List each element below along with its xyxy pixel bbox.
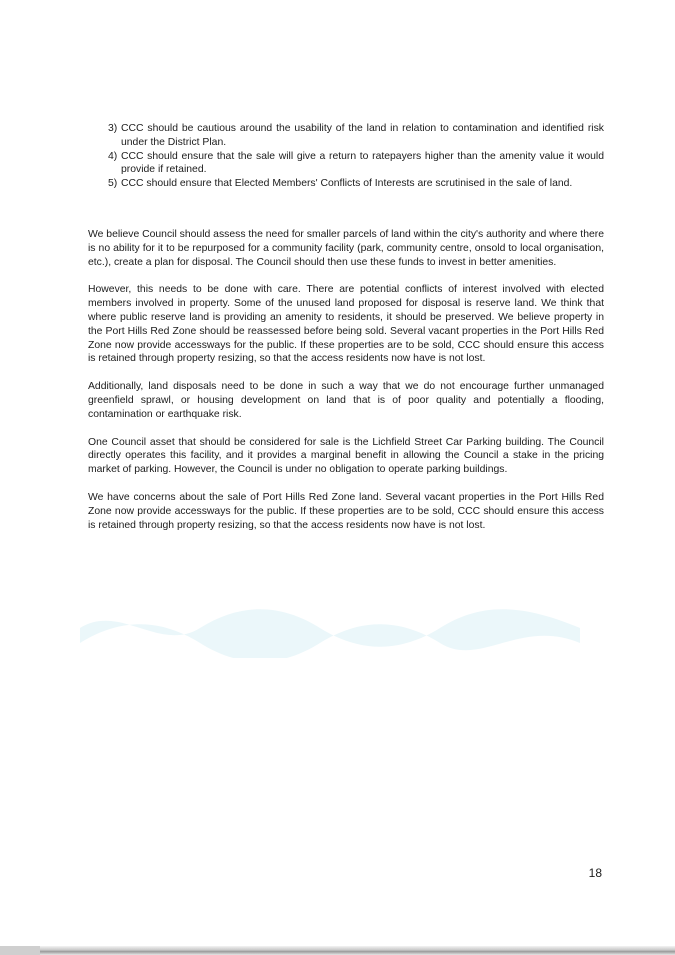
scan-edge-bar-left xyxy=(0,946,40,955)
list-item-number: 5) xyxy=(108,178,118,190)
document-body xyxy=(88,122,604,532)
list-item-text: CCC should ensure that the sale will give a return to ratepayers higher than the amenity value it would provide if retained. xyxy=(121,150,604,176)
list-item xyxy=(88,150,604,178)
scan-edge-bar xyxy=(0,946,675,955)
paragraph-greenfield-sprawl: Additionally, land disposals need to be done in such a way that we do not encourage further unmanaged greenfield sprawl, or housing development on land that is of poor quality and potentially a flooding, contamination or earthquake risk. xyxy=(88,381,604,420)
list-item xyxy=(88,177,604,191)
list-item-number: 3) xyxy=(108,123,118,134)
list-item xyxy=(88,122,604,150)
paragraph-assess-land: We believe Council should assess the need for smaller parcels of land within the city's authority and where there is no ability for it to be repurposed for a community facility (park, community centre, onsold to local organisation, etc.), create a plan for disposal. The Council should then use these funds to invest in better amenities. xyxy=(88,228,604,268)
recommendations-list xyxy=(88,122,604,191)
page-number: 18 xyxy=(588,866,602,880)
list-item-number: 4) xyxy=(108,150,118,162)
paragraph-conflicts-of-interest: However, this needs to be done with care. There are potential conflicts of interest involved with elected members involved in property. Some of the unused land proposed for disposal is reserve land. We think that where public reserve land is providing an amenity to residents, it should be preserved. We believe property in the Port Hills Red Zone should be reassessed before being sold. Several vacant properties in the Port Hills Red Zone now provide accessways for the public. If these properties are to be sold, CCC should ensure this access is retained through property resizing, so that the access residents now have is not lost. xyxy=(88,284,604,365)
paragraph-port-hills-red-zone: We have concerns about the sale of Port Hills Red Zone land. Several vacant properties in the Port Hills Red Zone now provide accessways for the public. If these properties are to be sold, CCC should ensure this access is retained through property resizing, so that the access residents now have is not lost. xyxy=(88,491,604,531)
list-item-text: CCC should ensure that Elected Members' Conflicts of Interests are scrutinised in the sale of land. xyxy=(121,178,573,190)
watermark-logo xyxy=(80,598,580,658)
paragraph-lichfield-car-park: One Council asset that should be considered for sale is the Lichfield Street Car Parking building. The Council directly operates this facility, and it provides a marginal benefit in allowing the Council a stake in the pricing market of parking. However, the Council is under no obligation to operate parking buildings. xyxy=(88,436,604,476)
list-item-text: CCC should be cautious around the usability of the land in relation to contamination and identified risk under the District Plan. xyxy=(121,123,604,148)
